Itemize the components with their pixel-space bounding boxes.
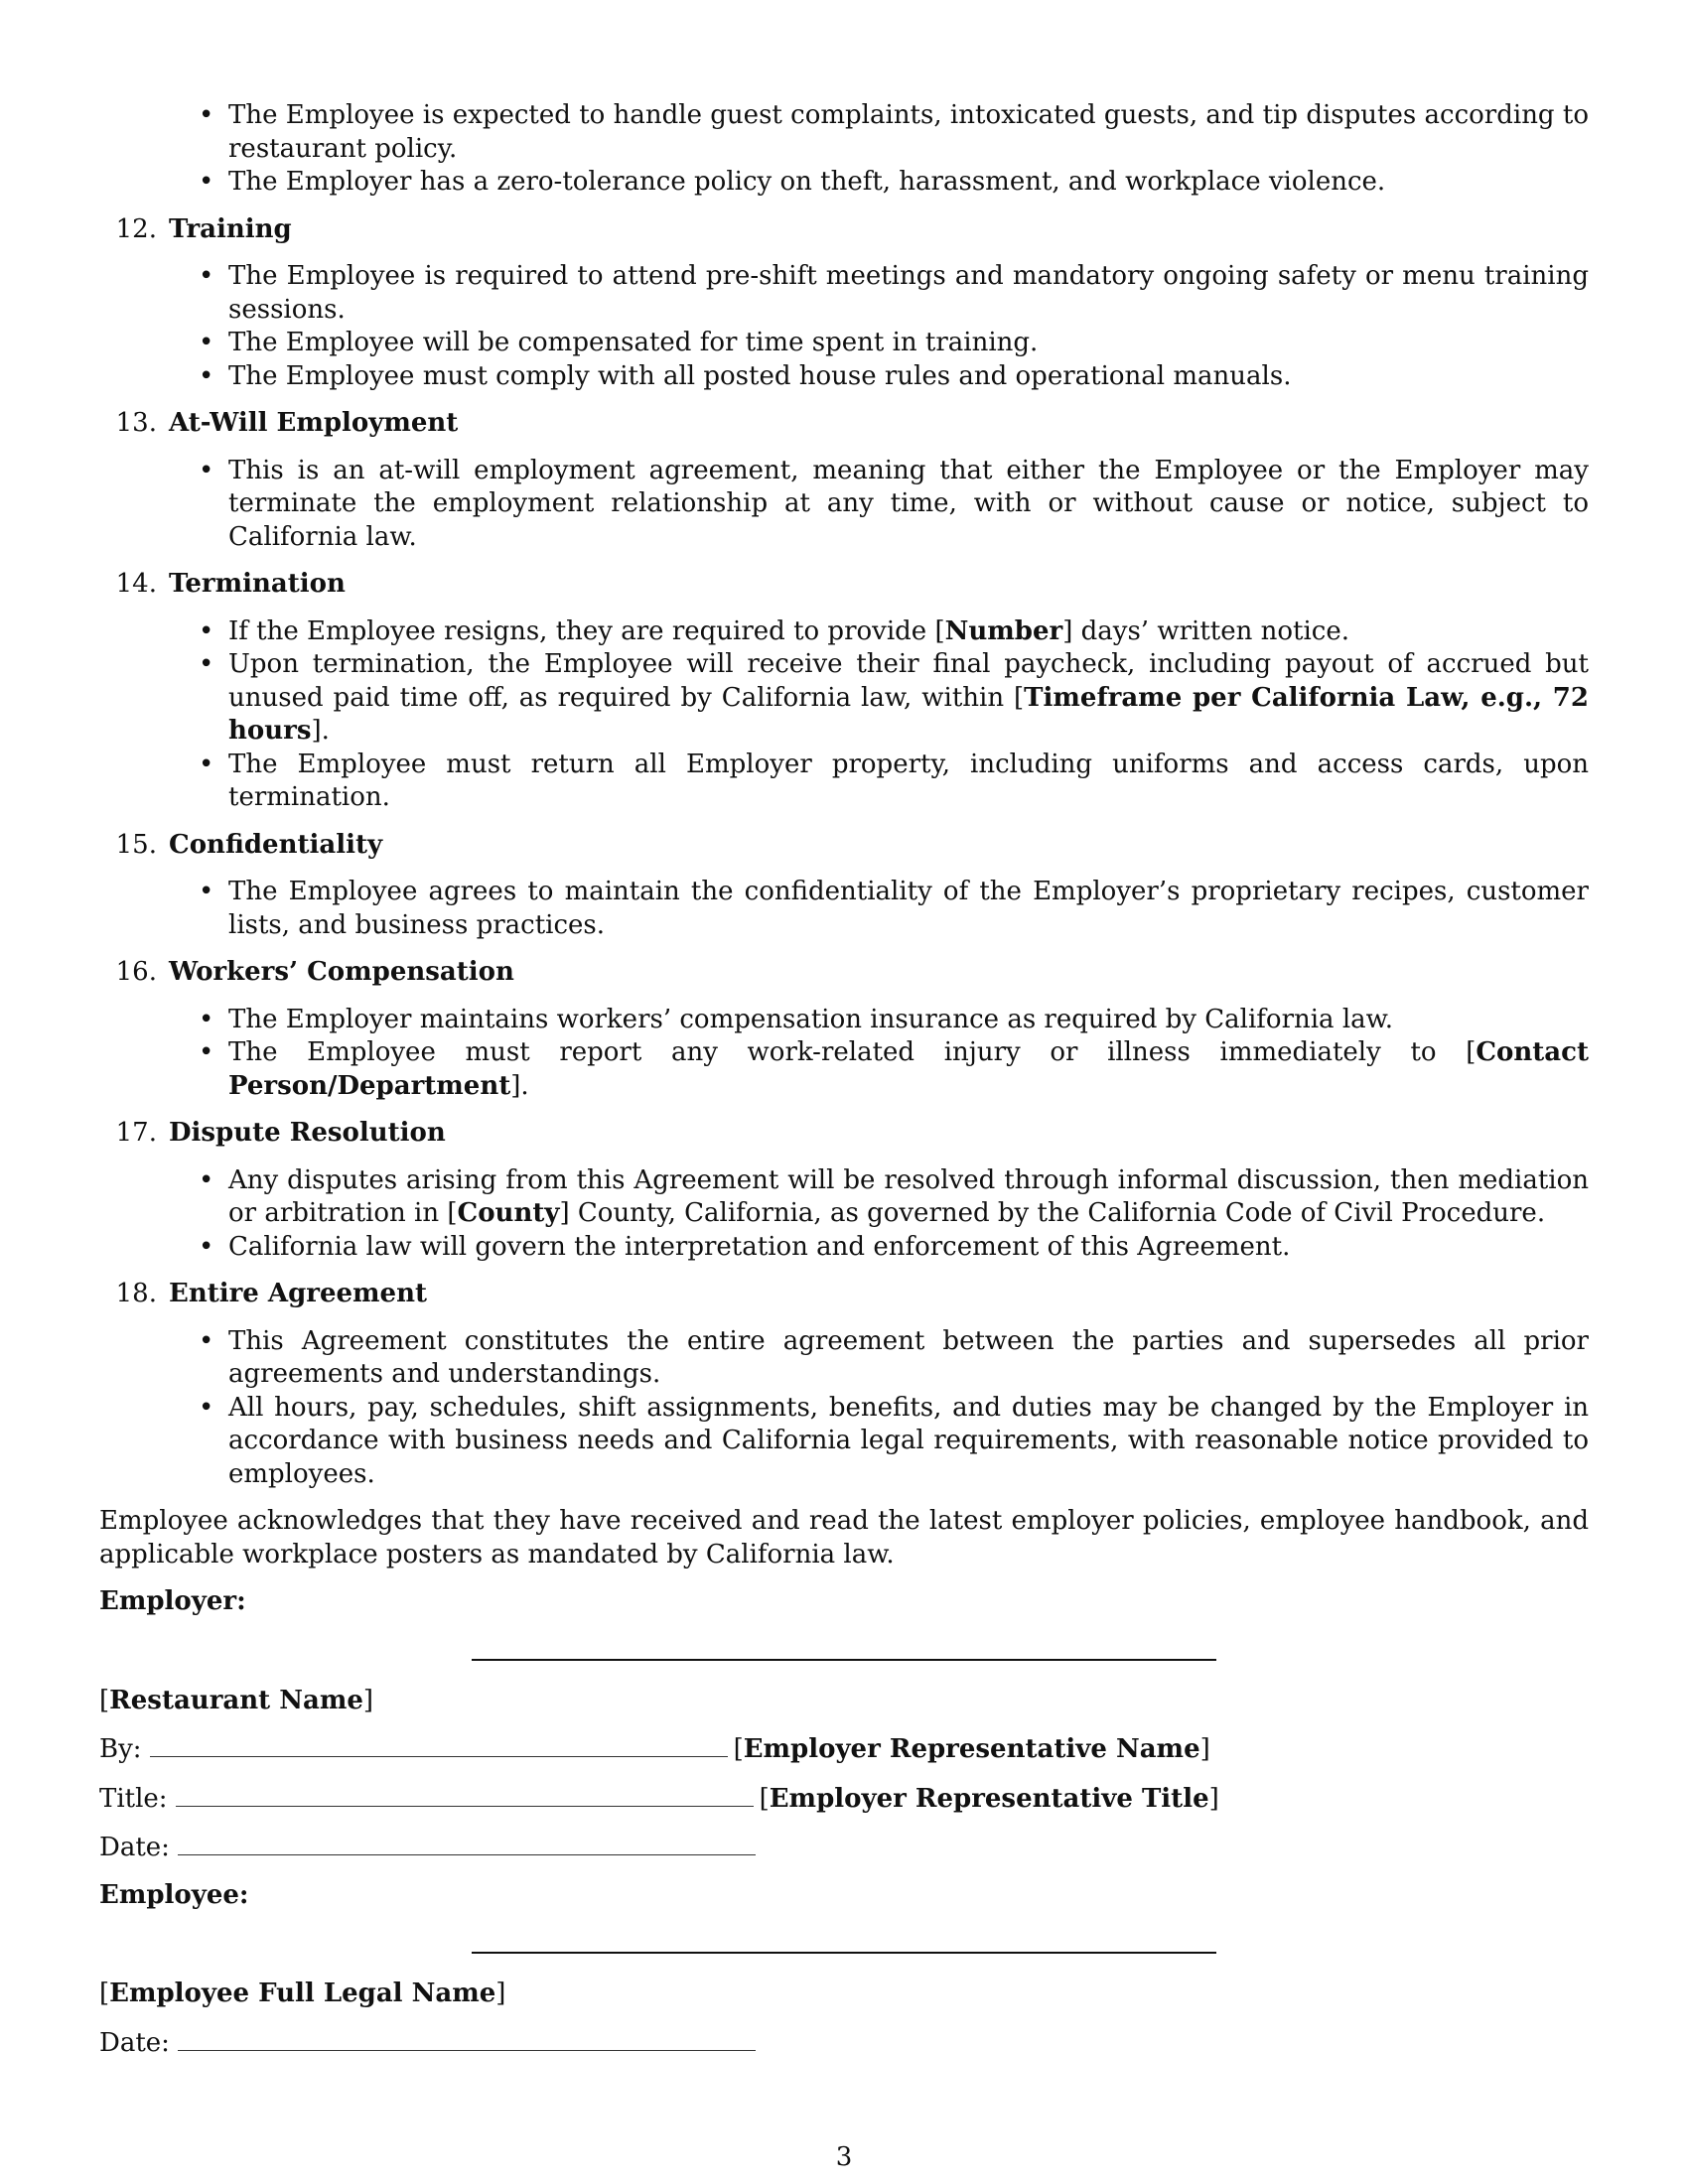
bullet-item	[228, 1036, 1589, 1103]
employee-label: Employee:	[99, 1879, 249, 1910]
section-bullet-list	[99, 1164, 1589, 1265]
section-heading	[99, 956, 1589, 990]
by-blank-field[interactable]	[150, 1734, 728, 1757]
bullet-item	[228, 749, 1589, 815]
section	[99, 1278, 1589, 1491]
employer-rep-title-placeholder: Employer Representative Title	[769, 1783, 1209, 1814]
section-bullet-list	[99, 615, 1589, 815]
bullet-text: This Agreement constitutes the entire agreement between the parties and supersedes all prior agreements and understandings.	[228, 1325, 1589, 1389]
title-blank-field[interactable]	[176, 1784, 754, 1807]
section	[99, 568, 1589, 815]
bullet-text: The Employer has a zero-tolerance policy on theft, harassment, and workplace violence.	[228, 167, 1386, 197]
employer-date-blank-field[interactable]	[178, 1833, 756, 1855]
section-heading	[99, 213, 1589, 247]
employer-by-line: By: [Employer Representative Name]	[99, 1734, 1210, 1764]
employer-date-label: Date:	[99, 1833, 170, 1862]
bullet-text: The Employee will be compensated for time spent in training.	[228, 328, 1039, 357]
section-title: Confidentiality	[169, 829, 383, 860]
employee-date-line	[99, 2027, 1589, 2061]
bullet-text: The Employee is required to attend pre-shift meetings and mandatory ongoing safety or menu training sessions.	[228, 261, 1589, 325]
title-label: Title:	[99, 1783, 168, 1814]
section-title: At-Will Employment	[169, 408, 459, 438]
section-heading	[99, 407, 1589, 441]
bullet-text: The Employee is expected to handle guest complaints, intoxicated guests, and tip disputes according to restaurant policy.	[228, 100, 1589, 164]
bullet-item	[228, 327, 1589, 360]
bullet-text: The Employee must return all Employer property, including uniforms and access cards, upon termination.	[228, 749, 1589, 812]
employee-name-placeholder: Employee Full Legal Name	[109, 1979, 496, 2008]
bullet-item	[228, 648, 1589, 749]
bullet-item	[228, 1164, 1589, 1231]
bullet-text: The Employer maintains workers’ compensation insurance as required by California law.	[228, 1004, 1394, 1034]
intro-bullet-list	[99, 99, 1589, 200]
section-number: 17.	[115, 1118, 157, 1148]
section-bullet-list	[99, 1325, 1589, 1492]
section-title: Termination	[169, 569, 346, 599]
employer-label: Employer:	[99, 1586, 246, 1616]
bullet-item	[228, 1325, 1589, 1392]
bullet-text: The Employee must report any work-related injury or illness immediately to [	[228, 1037, 1477, 1067]
section-number: 13.	[115, 408, 157, 438]
bullet-item	[228, 615, 1589, 649]
section	[99, 407, 1589, 554]
employer-title-line: Title: [Employer Representative Title]	[99, 1783, 1219, 1814]
section-bullet-list	[99, 876, 1589, 942]
bullet-text: ] days’ written notice.	[1062, 615, 1349, 646]
placeholder-text: Timeframe per California Law, e.g., 72 hours	[228, 682, 1589, 746]
acknowledgment-paragraph: Employee acknowledges that they have received and read the latest employer policies, employee handbook, and applicable workplace posters as mandated by California law.	[99, 1506, 1589, 1570]
section-title: Training	[169, 213, 292, 244]
employer-date-line	[99, 1832, 1589, 1865]
section-heading	[99, 829, 1589, 863]
bullet-item	[228, 1392, 1589, 1492]
employee-date-blank-field[interactable]	[178, 2028, 756, 2051]
bullet-item	[228, 260, 1589, 327]
section-heading	[99, 1278, 1589, 1311]
section-number: 16.	[115, 957, 157, 987]
bullet-text: If the Employee resigns, they are required to provide [	[228, 615, 945, 646]
bullet-item	[228, 876, 1589, 942]
section-title: Workers’ Compensation	[169, 957, 514, 987]
section-number: 15.	[115, 829, 157, 860]
sections-container	[99, 213, 1589, 1492]
bullet-text: All hours, pay, schedules, shift assignments, benefits, and duties may be changed by the Employer in accordance with business needs and California legal requirements, with reasonable notice provided to employees.	[228, 1392, 1589, 1489]
placeholder-text: County	[457, 1198, 560, 1228]
section	[99, 829, 1589, 943]
bullet-text: ].	[510, 1070, 529, 1101]
bullet-text: ].	[311, 716, 330, 746]
employee-name-line: [Employee Full Legal Name]	[99, 1979, 506, 2008]
section	[99, 956, 1589, 1103]
section-bullet-list	[99, 1004, 1589, 1104]
bullet-text: The Employee agrees to maintain the confidentiality of the Employer’s proprietary recipes, customer lists, and business practices.	[228, 877, 1589, 940]
section-bullet-list	[99, 455, 1589, 555]
bullet-text: California law will govern the interpretation and enforcement of this Agreement.	[228, 1231, 1291, 1262]
placeholder-text: Number	[944, 615, 1063, 646]
section	[99, 213, 1589, 394]
restaurant-name-placeholder: Restaurant Name	[109, 1685, 363, 1715]
bullet-item	[228, 1231, 1589, 1265]
section-title: Entire Agreement	[169, 1279, 427, 1308]
bullet-item	[228, 455, 1589, 555]
employer-rep-name-placeholder: Employer Representative Name	[743, 1734, 1200, 1764]
bullet-text: Upon termination, the Employee will receive their final paycheck, including payout of accrued but unused paid time off, as required by California law, within [	[228, 649, 1589, 713]
bullet-item	[228, 1004, 1589, 1037]
by-label: By:	[99, 1734, 142, 1764]
bullet-text: Any disputes arising from this Agreement will be resolved through informal discussion, then mediation or arbitration in [	[228, 1164, 1589, 1228]
section-number: 14.	[115, 569, 157, 599]
bullet-item	[228, 99, 1589, 166]
employer-name-line: [Restaurant Name]	[99, 1685, 374, 1715]
bullet-text: This is an at-will employment agreement, meaning that either the Employee or the Employer may terminate the employment relationship at any time, with or without cause or notice, subject to California law.	[228, 455, 1589, 552]
section-number: 12.	[115, 213, 157, 244]
bullet-item	[228, 360, 1589, 394]
employer-signature-line[interactable]	[472, 1659, 1216, 1661]
employee-date-label: Date:	[99, 2027, 170, 2058]
section-bullet-list	[99, 260, 1589, 393]
section	[99, 1117, 1589, 1264]
document-page	[99, 99, 1589, 2060]
bullet-text: The Employee must comply with all posted house rules and operational manuals.	[228, 360, 1292, 391]
bullet-text: ] County, California, as governed by the California Code of Civil Procedure.	[559, 1198, 1546, 1228]
section-heading	[99, 568, 1589, 602]
employee-signature-line[interactable]	[472, 1952, 1216, 1954]
page-number: 3	[835, 2142, 853, 2172]
section-number: 18.	[115, 1279, 157, 1308]
placeholder-text: Contact Person/Department	[228, 1037, 1589, 1101]
section-title: Dispute Resolution	[169, 1118, 446, 1148]
section-heading	[99, 1117, 1589, 1151]
bullet-item	[228, 166, 1589, 200]
